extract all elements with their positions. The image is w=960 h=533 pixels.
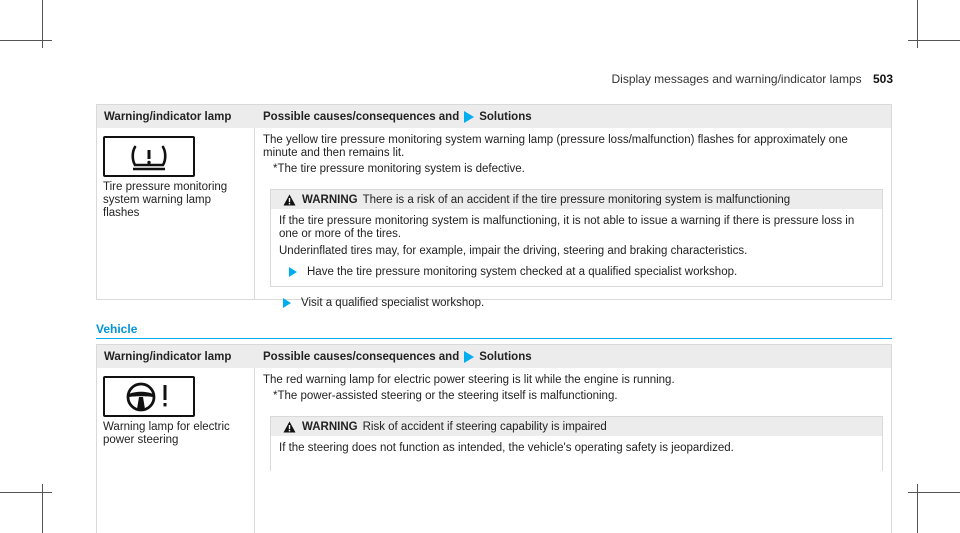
crop-mark [42, 0, 43, 48]
description: The red warning lamp for electric power steering is lit while the engine is running. [263, 374, 675, 386]
lamp-cell [97, 368, 255, 533]
warning-header [271, 417, 882, 436]
lamp-label: Warning lamp for electric power steering [103, 421, 230, 446]
warning-text: Underinflated tires may, for example, impair the driving, steering and braking characteristics. [279, 245, 748, 257]
page-header [612, 72, 894, 86]
description: The yellow tire pressure monitoring system warning lamp (pressure loss/malfunction) flashes for approximately one minute and then remains lit. [263, 134, 848, 159]
crop-mark [0, 40, 52, 41]
col-header-solutions-text: Solutions [479, 110, 532, 123]
crop-mark [908, 40, 960, 41]
warning-box [270, 416, 883, 471]
causes-cell [255, 368, 891, 533]
solution-step [273, 297, 883, 309]
tire-pressure-warning-icon [103, 136, 195, 177]
arrow-icon [464, 111, 474, 123]
arrow-icon [464, 351, 474, 363]
warning-step [279, 266, 874, 278]
warning-text: If the tire pressure monitoring system is malfunctioning, it is not able to issue a warning if there is pressure loss in one or more of the tires. [279, 215, 855, 240]
crop-mark [0, 492, 52, 493]
table-header [97, 345, 891, 368]
table-header [97, 105, 891, 128]
section-title: Vehicle [96, 322, 138, 336]
cause: *The tire pressure monitoring system is defective. [273, 163, 525, 175]
col-header-solutions-text: Solutions [479, 350, 532, 363]
warning-triangle-icon [283, 194, 296, 206]
warning-header [271, 190, 882, 209]
warning-title: There is a risk of an accident if the tire pressure monitoring system is malfunctioning [362, 193, 791, 206]
tire-pressure-table [96, 104, 892, 309]
col-header-lamp: Warning/indicator lamp [104, 110, 232, 123]
col-header-causes-text: Possible causes/consequences and [263, 350, 460, 363]
table-row [97, 128, 891, 309]
col-header-causes-text: Possible causes/consequences and [263, 110, 460, 123]
warning-label: WARNING [302, 420, 358, 433]
crop-mark [917, 484, 918, 533]
warning-body [271, 436, 882, 463]
warning-step-text: Have the tire pressure monitoring system checked at a qualified specialist workshop. [307, 266, 738, 278]
crop-mark [42, 484, 43, 533]
col-header-lamp: Warning/indicator lamp [104, 350, 232, 363]
table-row [97, 368, 891, 533]
warning-body [271, 209, 882, 286]
header-title: Display messages and warning/indicator lamps [611, 72, 862, 86]
power-steering-table [96, 344, 892, 533]
warning-box [270, 189, 883, 287]
lamp-cell [97, 128, 255, 299]
cause: *The power-assisted steering or the steering itself is malfunctioning. [273, 390, 618, 402]
solution-step-text: Visit a qualified specialist workshop. [301, 297, 485, 309]
warning-triangle-icon [283, 421, 296, 433]
col-header-causes [255, 351, 891, 363]
causes-cell [255, 128, 891, 309]
crop-mark [917, 0, 918, 48]
lamp-label: Tire pressure monitoring system warning lamp flashes [103, 181, 228, 219]
arrow-icon [283, 298, 291, 308]
section-divider [96, 338, 892, 339]
warning-title: Risk of accident if steering capability is impaired [362, 420, 607, 433]
warning-label: WARNING [302, 193, 358, 206]
crop-mark [908, 492, 960, 493]
power-steering-warning-icon [103, 376, 195, 417]
page-number: 503 [872, 72, 893, 86]
col-header-causes [255, 111, 891, 123]
warning-text: If the steering does not function as intended, the vehicle's operating safety is jeopardized. [279, 442, 734, 454]
arrow-icon [289, 267, 297, 277]
